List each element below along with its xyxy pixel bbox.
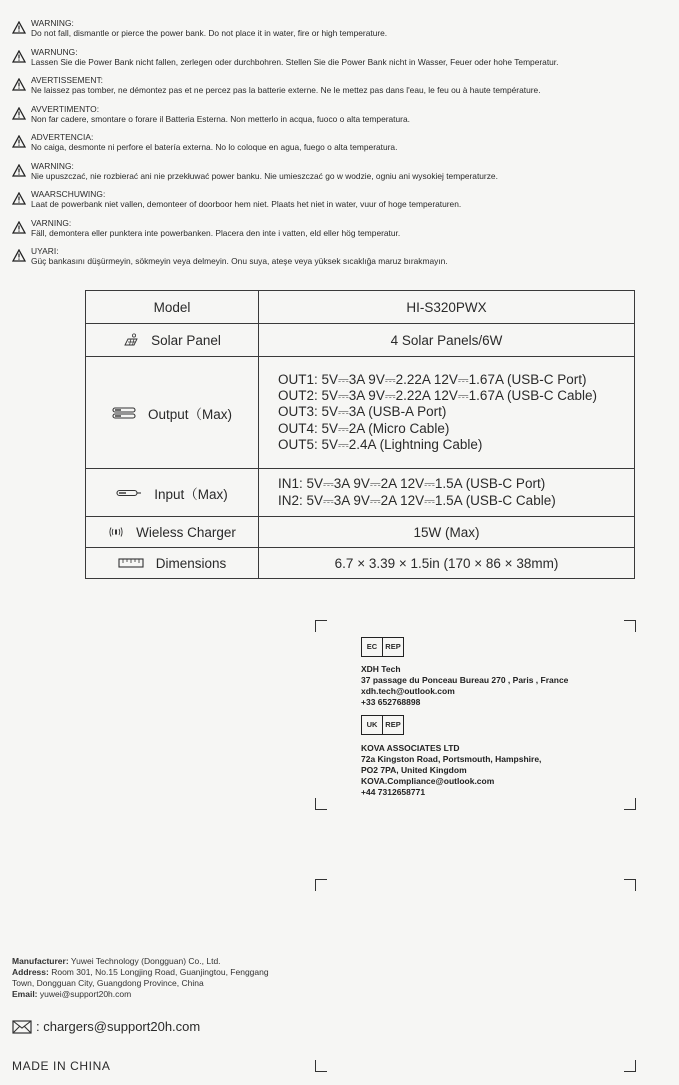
uk-rep-line: KOVA.Compliance@outlook.com — [361, 776, 495, 786]
spec-row-input — [86, 469, 635, 517]
ec-rep-line: 37 passage du Ponceau Bureau 270 , Paris , France — [361, 675, 569, 685]
output-label: Output（Max) — [147, 406, 233, 422]
manufacturer-value: Yuwei Technology (Dongguan) Co., Ltd. — [68, 956, 221, 966]
ec-rep-line: XDH Tech — [361, 664, 401, 674]
solar-panel-icon — [123, 333, 139, 347]
model-value: HI-S320PWX — [259, 291, 635, 324]
warning-icon — [12, 135, 26, 148]
warning-title: WARNING: — [31, 160, 74, 171]
warning-icon — [12, 192, 26, 205]
output-values — [259, 357, 635, 469]
warning-nl — [12, 189, 672, 218]
spec-row-output — [86, 357, 635, 469]
warning-sv — [12, 218, 672, 247]
address-value: Room 301, No.15 Longjing Road, Guanjingtou, Fenggang — [48, 967, 269, 977]
warning-text: Laat de powerbank niet vallen, demonteer of doorboor hem niet. Plaats het niet in water, vuur of hoge temperaturen. — [31, 199, 462, 209]
warning-text: Fäll, demontera eller punktera inte powerbanken. Placera den inte i vatten, eld eller hög temperatur. — [31, 227, 401, 238]
crop-mark — [624, 879, 636, 891]
dimensions-label: Dimensions — [155, 555, 227, 571]
made-in-china: MADE IN CHINA — [12, 1059, 111, 1073]
spec-label-cell — [86, 469, 259, 517]
wireless-value: 15W (Max) — [259, 517, 635, 548]
warning-title: ADVERTENCIA: — [31, 132, 94, 142]
email-value: yuwei@support20h.com — [37, 989, 132, 999]
wireless-label: Wieless Charger — [136, 524, 236, 540]
cable-icon — [116, 489, 142, 497]
wireless-icon — [108, 526, 124, 538]
warning-it — [12, 104, 672, 133]
solar-value: 4 Solar Panels/6W — [259, 324, 635, 357]
warning-text: Nie upuszczać, nie rozbierać ani nie przekłuwać power banku. Nie umieszczać go w wodzie, ogniu ani wysokiej temperaturze. — [31, 170, 498, 181]
crop-mark — [315, 1060, 327, 1072]
model-label: Model — [153, 299, 191, 315]
warning-text: Güç bankasını düşürmeyin, sökmeyin veya delmeyin. Onu suya, ateşe veya yüksek sıcaklığa maruz bırakmayın. — [31, 256, 448, 266]
solar-label: Solar Panel — [151, 332, 221, 348]
warning-title: AVVERTIMENTO: — [31, 103, 100, 114]
spec-row-wireless — [86, 517, 635, 548]
output-line: OUT2: 5V⎓3A 9V⎓2.22A 12V⎓1.67A (USB-C Cable) — [278, 388, 597, 404]
ec-rep-badge — [361, 637, 404, 657]
warning-es — [12, 132, 672, 161]
input-line: IN1: 5V⎓3A 9V⎓2A 12V⎓1.5A (USB-C Port) — [278, 476, 546, 492]
warning-title: WARNING: — [31, 18, 74, 28]
warning-icon — [12, 78, 26, 91]
crop-mark — [315, 879, 327, 891]
contact-email — [12, 1019, 200, 1034]
crop-mark — [624, 798, 636, 810]
ruler-icon — [118, 558, 144, 568]
address-label: Address: — [12, 967, 49, 977]
warnings-section — [12, 18, 672, 275]
input-line: IN2: 5V⎓3A 9V⎓2A 12V⎓1.5A (USB-C Cable) — [278, 492, 556, 508]
warning-icon — [12, 164, 26, 177]
warning-title: AVERTISSEMENT: — [31, 75, 104, 85]
manufacturer-label: Manufacturer: — [12, 956, 69, 966]
spec-label-cell — [86, 324, 259, 357]
warning-text: Do not fall, dismantle or pierce the power bank. Do not place it in water, fire or high temperature. — [31, 28, 388, 38]
address-value-line2: Town, Dongguan City, Guangdong Province, China — [12, 978, 204, 988]
uk-rep-info — [361, 743, 541, 798]
envelope-icon — [12, 1020, 32, 1034]
warning-fr — [12, 75, 672, 104]
warning-icon — [12, 107, 26, 120]
warning-title: WARNUNG: — [31, 46, 78, 57]
ec-rep-badge-left: EC — [361, 637, 383, 657]
spec-label-cell — [86, 291, 259, 324]
ec-rep-badge-right: REP — [383, 637, 404, 657]
uk-rep-line: +44 7312658771 — [361, 787, 426, 797]
uk-rep-line: KOVA ASSOCIATES LTD — [361, 743, 460, 753]
ec-rep-line: +33 652768898 — [361, 697, 421, 707]
spec-row-model — [86, 291, 635, 324]
warning-text: Lassen Sie die Power Bank nicht fallen, zerlegen oder durchbohren. Stellen Sie die Power Bank nicht in Wasser, Feuer oder hohe Temperatur. — [31, 56, 559, 67]
spec-label-cell — [86, 548, 259, 579]
warning-text: Non far cadere, smontare o forare il Batteria Esterna. Non metterlo in acqua, fuoco o alta temperatura. — [31, 113, 410, 124]
crop-mark — [624, 620, 636, 632]
input-values — [259, 469, 635, 517]
output-line: OUT4: 5V⎓2A (Micro Cable) — [278, 420, 450, 436]
warning-en — [12, 18, 672, 47]
warning-text: No caiga, desmonte ni perfore el batería externa. No lo coloque en agua, fuego o alta temperatura. — [31, 142, 398, 152]
spec-label-cell — [86, 517, 259, 548]
crop-mark — [624, 1060, 636, 1072]
spec-label-cell — [86, 357, 259, 469]
crop-mark — [315, 620, 327, 632]
warning-icon — [12, 21, 26, 34]
spec-row-dimensions — [86, 548, 635, 579]
ec-rep-info — [361, 664, 568, 708]
warning-icon — [12, 249, 26, 262]
warning-icon — [12, 50, 26, 63]
uk-rep-line: PO2 7PA, United Kingdom — [361, 765, 467, 775]
contact-email-text: : chargers@support20h.com — [36, 1019, 201, 1034]
email-label: Email: — [12, 989, 38, 999]
uk-rep-line: 72a Kingston Road, Portsmouth, Hampshire, — [361, 754, 542, 764]
warning-title: UYARI: — [31, 246, 59, 256]
output-line: OUT5: 5V⎓2.4A (Lightning Cable) — [278, 436, 483, 452]
warning-title: WAARSCHUWING: — [31, 189, 106, 199]
output-line: OUT1: 5V⎓3A 9V⎓2.22A 12V⎓1.67A (USB-C Port) — [278, 371, 587, 387]
output-line: OUT3: 5V⎓3A (USB-A Port) — [278, 404, 447, 420]
spec-row-solar — [86, 324, 635, 357]
crop-mark — [315, 798, 327, 810]
dimensions-value: 6.7 × 3.39 × 1.5in (170 × 86 × 38mm) — [259, 548, 635, 579]
warning-tr — [12, 246, 672, 275]
warning-icon — [12, 221, 26, 234]
warning-text: Ne laissez pas tomber, ne démontez pas et ne percez pas la batterie externe. Ne le mettez pas dans l'eau, le feu ou à haute température. — [31, 85, 541, 95]
ec-rep-line: xdh.tech@outlook.com — [361, 686, 455, 696]
warning-de — [12, 47, 672, 76]
warning-pl — [12, 161, 672, 190]
spec-table — [85, 290, 635, 579]
uk-rep-badge-right: REP — [383, 715, 404, 735]
cable-icon — [112, 406, 136, 420]
uk-rep-badge-left: UK — [361, 715, 383, 735]
manufacturer-info — [12, 956, 269, 1000]
input-label: Input（Max) — [154, 486, 228, 502]
warning-title: VARNING: — [31, 217, 72, 228]
uk-rep-badge — [361, 715, 404, 735]
